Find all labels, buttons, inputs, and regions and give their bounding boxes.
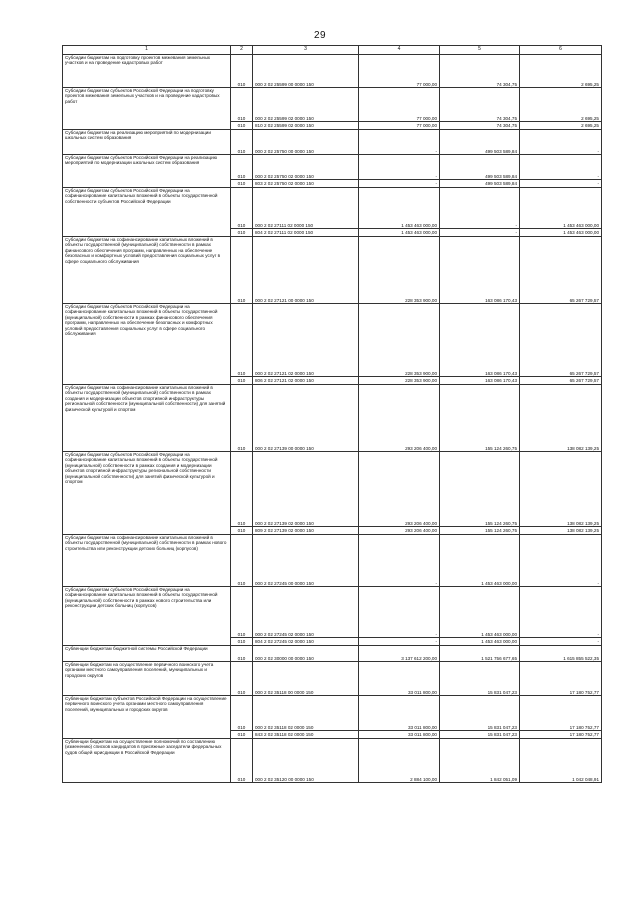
row-approved: - [359,535,440,587]
row-unexecuted: 65 267 729,57 [520,304,602,377]
row-line-code: 010 [231,385,253,452]
table-subrow [63,527,602,535]
subrow-unexecuted: 1 453 463 000,00 [520,229,602,237]
row-approved: 33 011 800,00 [359,696,440,731]
subrow-line-code: 010 [231,377,253,385]
row-unexecuted: - [520,587,602,638]
subrow-line-code: 010 [231,527,253,535]
row-budget-code: 000 2 02 25599 00 0000 150 [253,55,359,88]
table-row [63,535,602,587]
row-unexecuted: 65 267 729,57 [520,237,602,304]
row-name: Субсидии бюджетам субъектов Российской Федерации на софинансирование капитальных вложений в объекты государственной собственности субъектов Российской Федерации [63,188,231,229]
row-line-code: 010 [231,304,253,377]
table-subrow [63,377,602,385]
row-name: Субсидии бюджетам субъектов Российской Федерации на софинансирование капитальных вложений в объекты государственной (муниципальной) собственности в рамках финансового обеспечения программ, направленных на обеспечение безопасных и комфортных условий предоставления социальных услуг в сфере социального обслуживания [63,304,231,377]
row-line-code: 010 [231,646,253,662]
row-approved: 1 453 463 000,00 [359,188,440,229]
row-line-code: 010 [231,535,253,587]
row-line-code: 010 [231,88,253,122]
subrow-approved: 33 011 800,00 [359,731,440,739]
row-budget-code: 000 2 02 27121 02 0000 150 [253,304,359,377]
table-subrow [63,731,602,739]
row-line-code: 010 [231,55,253,88]
subrow-budget-code: 809 2 02 27139 02 0000 150 [253,527,359,535]
subrow-approved: 228 353 900,00 [359,377,440,385]
subrow-name-spacer [63,122,231,130]
subrow-executed: 499 503 589,84 [440,180,520,188]
subrow-budget-code: 803 2 02 25750 02 0000 150 [253,180,359,188]
row-approved: - [359,587,440,638]
subrow-line-code: 010 [231,229,253,237]
subrow-approved: - [359,180,440,188]
subrow-executed: 74 304,75 [440,122,520,130]
row-executed: 1 521 756 677,65 [440,646,520,662]
row-name: Субвенции бюджетам субъектов Российской Федерации на осуществление первичного воинского учета органами местного самоуправления поселений, муниципальных и городских округов [63,696,231,731]
row-line-code: 010 [231,237,253,304]
header-col-5: 5 [440,46,520,55]
row-unexecuted: 17 180 752,77 [520,696,602,731]
row-executed: 163 086 170,43 [440,237,520,304]
table-row [63,55,602,88]
budget-table [62,45,602,783]
row-unexecuted: 1 615 855 522,35 [520,646,602,662]
row-unexecuted: 1 453 463 000,00 [520,188,602,229]
row-executed: 1 842 051,09 [440,739,520,783]
subrow-unexecuted: - [520,180,602,188]
row-name: Субсидии бюджетам на подготовку проектов межевания земельных участков и на проведение кадастровых работ [63,55,231,88]
row-name: Субсидии бюджетам на софинансирование капитальных вложений в объекты государственной (муниципальной) собственности в рамках финансового обеспечения программ, направленных на обеспечение безопасных и комфортных условий предоставления социальных услуг в сфере социального обслуживания [63,237,231,304]
row-name: Субсидии бюджетам на софинансирование капитальных вложений в объекты государственной (муниципальной) собственности в рамках создания и модернизации объектов спортивной инфраструктуры региональной собственности (муниципальной собственности) для занятий физической культурой и спортом [63,385,231,452]
row-executed: 499 503 589,84 [440,130,520,155]
subrow-approved: 77 000,00 [359,122,440,130]
row-budget-code: 000 2 02 27139 00 0000 150 [253,385,359,452]
subrow-line-code: 010 [231,731,253,739]
row-name: Субвенции бюджетам на осуществление полномочий по составлению (изменению) списков кандидатов в присяжные заседатели федеральных судов общей юрисдикции в Российской Федерации [63,739,231,783]
subrow-name-spacer [63,180,231,188]
table-row [63,188,602,229]
row-unexecuted: 17 180 752,77 [520,662,602,696]
row-line-code: 010 [231,130,253,155]
row-budget-code: 000 2 02 35118 02 0000 150 [253,696,359,731]
row-unexecuted: - [520,535,602,587]
subrow-name-spacer [63,527,231,535]
table-subrow [63,122,602,130]
table-row [63,739,602,783]
row-name: Субсидии бюджетам на реализацию мероприятий по модернизации школьных систем образования [63,130,231,155]
row-approved: 3 137 612 200,00 [359,646,440,662]
row-budget-code: 000 2 02 35120 00 0000 150 [253,739,359,783]
subrow-unexecuted: 65 267 729,57 [520,377,602,385]
row-executed: - [440,188,520,229]
subrow-executed: 163 086 170,43 [440,377,520,385]
row-approved: 293 206 400,00 [359,452,440,527]
row-approved: 77 000,00 [359,55,440,88]
row-line-code: 010 [231,739,253,783]
table-row [63,646,602,662]
row-budget-code: 000 2 02 30000 00 0000 150 [253,646,359,662]
row-line-code: 010 [231,696,253,731]
row-unexecuted: 1 042 048,91 [520,739,602,783]
row-line-code: 010 [231,452,253,527]
row-budget-code: 000 2 02 25599 02 0000 150 [253,88,359,122]
row-approved: 2 884 100,00 [359,739,440,783]
header-row [63,46,602,55]
row-executed: 1 453 463 000,00 [440,535,520,587]
table-row [63,662,602,696]
table-subrow [63,638,602,646]
row-budget-code: 000 2 02 27245 00 0000 150 [253,535,359,587]
row-approved: - [359,130,440,155]
row-unexecuted: - [520,155,602,180]
table-row [63,130,602,155]
subrow-unexecuted: - [520,638,602,646]
table-row [63,88,602,122]
table-subrow [63,229,602,237]
header-col-4: 4 [359,46,440,55]
row-executed: 1 453 463 000,00 [440,587,520,638]
table-row [63,304,602,377]
row-unexecuted: 138 082 139,25 [520,385,602,452]
header-col-3: 3 [253,46,359,55]
row-approved: 293 206 400,00 [359,385,440,452]
row-executed: 15 831 047,23 [440,696,520,731]
row-approved: 228 353 900,00 [359,237,440,304]
row-line-code: 010 [231,155,253,180]
header-col-6: 6 [520,46,602,55]
row-name: Субсидии бюджетам субъектов Российской Федерации на реализацию мероприятий по модернизации школьных систем образования [63,155,231,180]
subrow-approved: 293 206 400,00 [359,527,440,535]
subrow-unexecuted: 2 695,25 [520,122,602,130]
row-budget-code: 000 2 02 27245 02 0000 150 [253,587,359,638]
row-budget-code: 000 2 02 35118 00 0000 150 [253,662,359,696]
header-col-2: 2 [231,46,253,55]
subrow-name-spacer [63,377,231,385]
table-row [63,587,602,638]
subrow-budget-code: 810 2 02 25599 02 0000 150 [253,122,359,130]
row-line-code: 010 [231,587,253,638]
subrow-budget-code: 843 2 02 35118 02 0000 150 [253,731,359,739]
row-executed: 155 124 260,75 [440,385,520,452]
row-name: Субсидии бюджетам субъектов Российской Федерации на софинансирование капитальных вложений в объекты государственной (муниципальной) собственности в рамках создания и модернизации объектов спортивной инфраструктуры региональной собственности (муниципальной собственности) для занятий физической культурой и спортом [63,452,231,527]
row-executed: 155 124 260,75 [440,452,520,527]
subrow-executed: 1 453 463 000,00 [440,638,520,646]
row-executed: 499 503 589,84 [440,155,520,180]
subrow-executed: 15 831 047,23 [440,731,520,739]
row-name: Субсидии бюджетам субъектов Российской Федерации на софинансирование капитальных вложений в объекты государственной (муниципальной) собственности в рамках нового строительства или реконструкции детских больниц (корпусов) [63,587,231,638]
row-name: Субвенции бюджетам на осуществление первичного воинского учета органами местного самоуправления поселений, муниципальных и городских округов [63,662,231,696]
row-budget-code: 000 2 02 27111 02 0000 150 [253,188,359,229]
subrow-budget-code: 804 2 02 27245 02 0000 150 [253,638,359,646]
subrow-budget-code: 806 2 02 27121 02 0000 150 [253,377,359,385]
row-approved: 77 000,00 [359,88,440,122]
row-line-code: 010 [231,188,253,229]
row-budget-code: 000 2 02 25750 02 0000 150 [253,155,359,180]
subrow-line-code: 010 [231,122,253,130]
subrow-unexecuted: 17 180 752,77 [520,731,602,739]
row-name: Субвенции бюджетам бюджетной системы Российской Федерации [63,646,231,662]
table-subrow [63,180,602,188]
row-line-code: 010 [231,662,253,696]
row-unexecuted: 138 082 139,25 [520,452,602,527]
table-row [63,696,602,731]
row-approved: 228 353 900,00 [359,304,440,377]
row-unexecuted: 2 695,25 [520,88,602,122]
subrow-name-spacer [63,229,231,237]
subrow-line-code: 010 [231,180,253,188]
table-row [63,237,602,304]
row-budget-code: 000 2 02 27139 02 0000 150 [253,452,359,527]
row-name: Субсидии бюджетам на софинансирование капитальных вложений в объекты государственной (муниципальной) собственности в рамках нового строительства или реконструкции детских больниц (корпусов) [63,535,231,587]
subrow-unexecuted: 138 082 139,25 [520,527,602,535]
subrow-executed: 155 124 260,75 [440,527,520,535]
subrow-approved: 1 453 463 000,00 [359,229,440,237]
row-executed: 74 304,75 [440,88,520,122]
row-name: Субсидии бюджетам субъектов Российской Федерации на подготовку проектов межевания земельных участков и на проведение кадастровых работ [63,88,231,122]
subrow-approved: - [359,638,440,646]
subrow-line-code: 010 [231,638,253,646]
table-body [63,55,602,783]
table-row [63,385,602,452]
table-row [63,452,602,527]
row-budget-code: 000 2 02 25750 00 0000 150 [253,130,359,155]
table-row [63,155,602,180]
row-executed: 15 831 047,23 [440,662,520,696]
row-budget-code: 000 2 02 27121 00 0000 150 [253,237,359,304]
subrow-name-spacer [63,638,231,646]
subrow-budget-code: 804 2 02 27111 02 0000 150 [253,229,359,237]
row-approved: 33 011 800,00 [359,662,440,696]
page-number: 29 [313,30,327,41]
subrow-executed: - [440,229,520,237]
row-executed: 163 086 170,43 [440,304,520,377]
row-executed: 74 304,75 [440,55,520,88]
row-unexecuted: - [520,130,602,155]
subrow-name-spacer [63,731,231,739]
row-unexecuted: 2 695,25 [520,55,602,88]
row-approved: - [359,155,440,180]
header-col-1: 1 [63,46,231,55]
